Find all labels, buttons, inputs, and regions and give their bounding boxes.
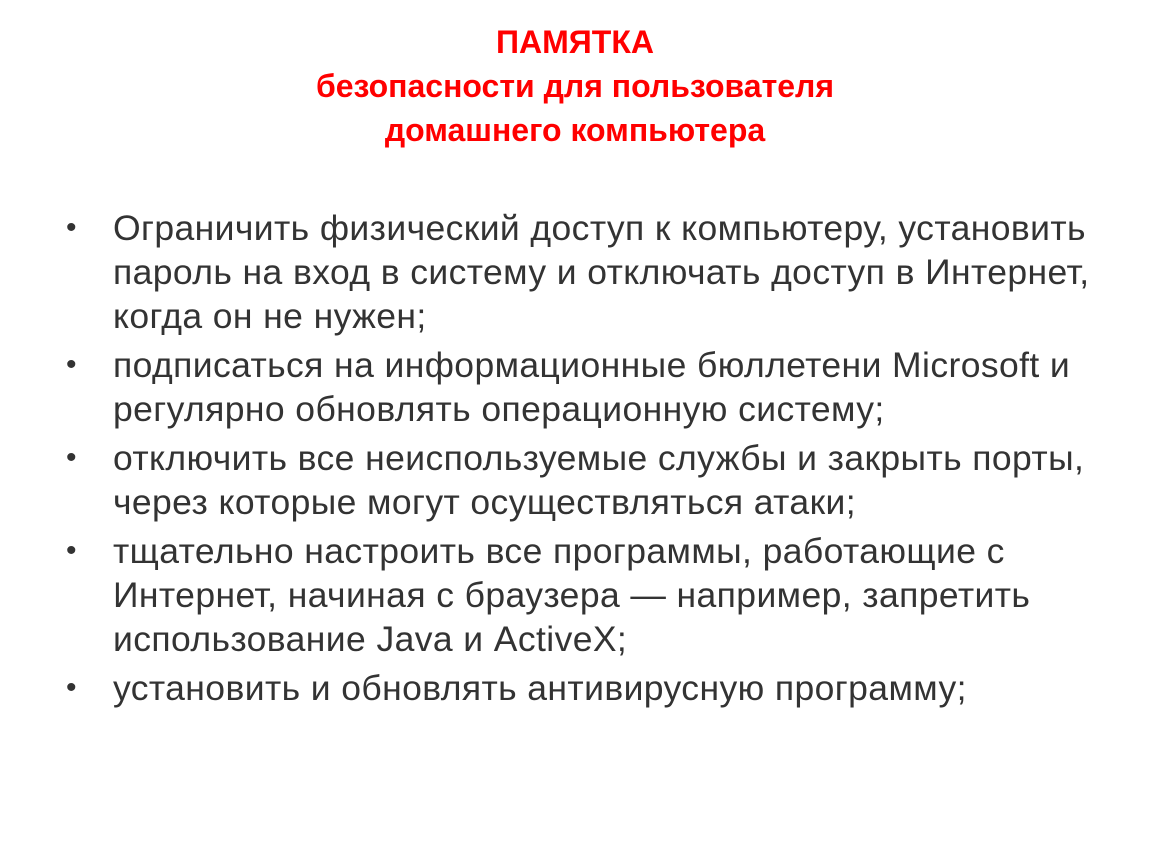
memo-title [0,20,1150,152]
list-item [66,436,1106,524]
list-item [66,529,1106,661]
list-item [66,206,1106,338]
security-tips-list [66,206,1106,715]
list-item-text: Ограничить физический доступ к компьютеру, установить пароль на вход в систему и отключать доступ в Интернет, когда он не нужен; [113,208,1090,336]
bullet-icon: • [66,441,77,474]
title-line-3: домашнего компьютера [384,112,766,148]
bullet-icon: • [66,671,77,704]
bullet-icon: • [66,211,77,244]
title-line-1: ПАМЯТКА [496,24,654,60]
bullet-icon: • [66,534,77,567]
list-item-text: отключить все неиспользуемые службы и закрыть порты, через которые могут осуществляться атаки; [113,438,1085,522]
bullet-icon: • [66,348,77,381]
list-item-text: установить и обновлять антивирусную программу; [113,668,967,708]
list-item-text: подписаться на информационные бюллетени Microsoft и регулярно обновлять операционную систему; [113,345,1071,429]
list-item [66,666,1106,710]
list-item-text: тщательно настроить все программы, работающие с Интернет, начиная с браузера — например, запретить использование Java и ActiveX; [113,531,1031,659]
list-item [66,343,1106,431]
title-line-2: безопасности для пользователя [315,68,835,104]
